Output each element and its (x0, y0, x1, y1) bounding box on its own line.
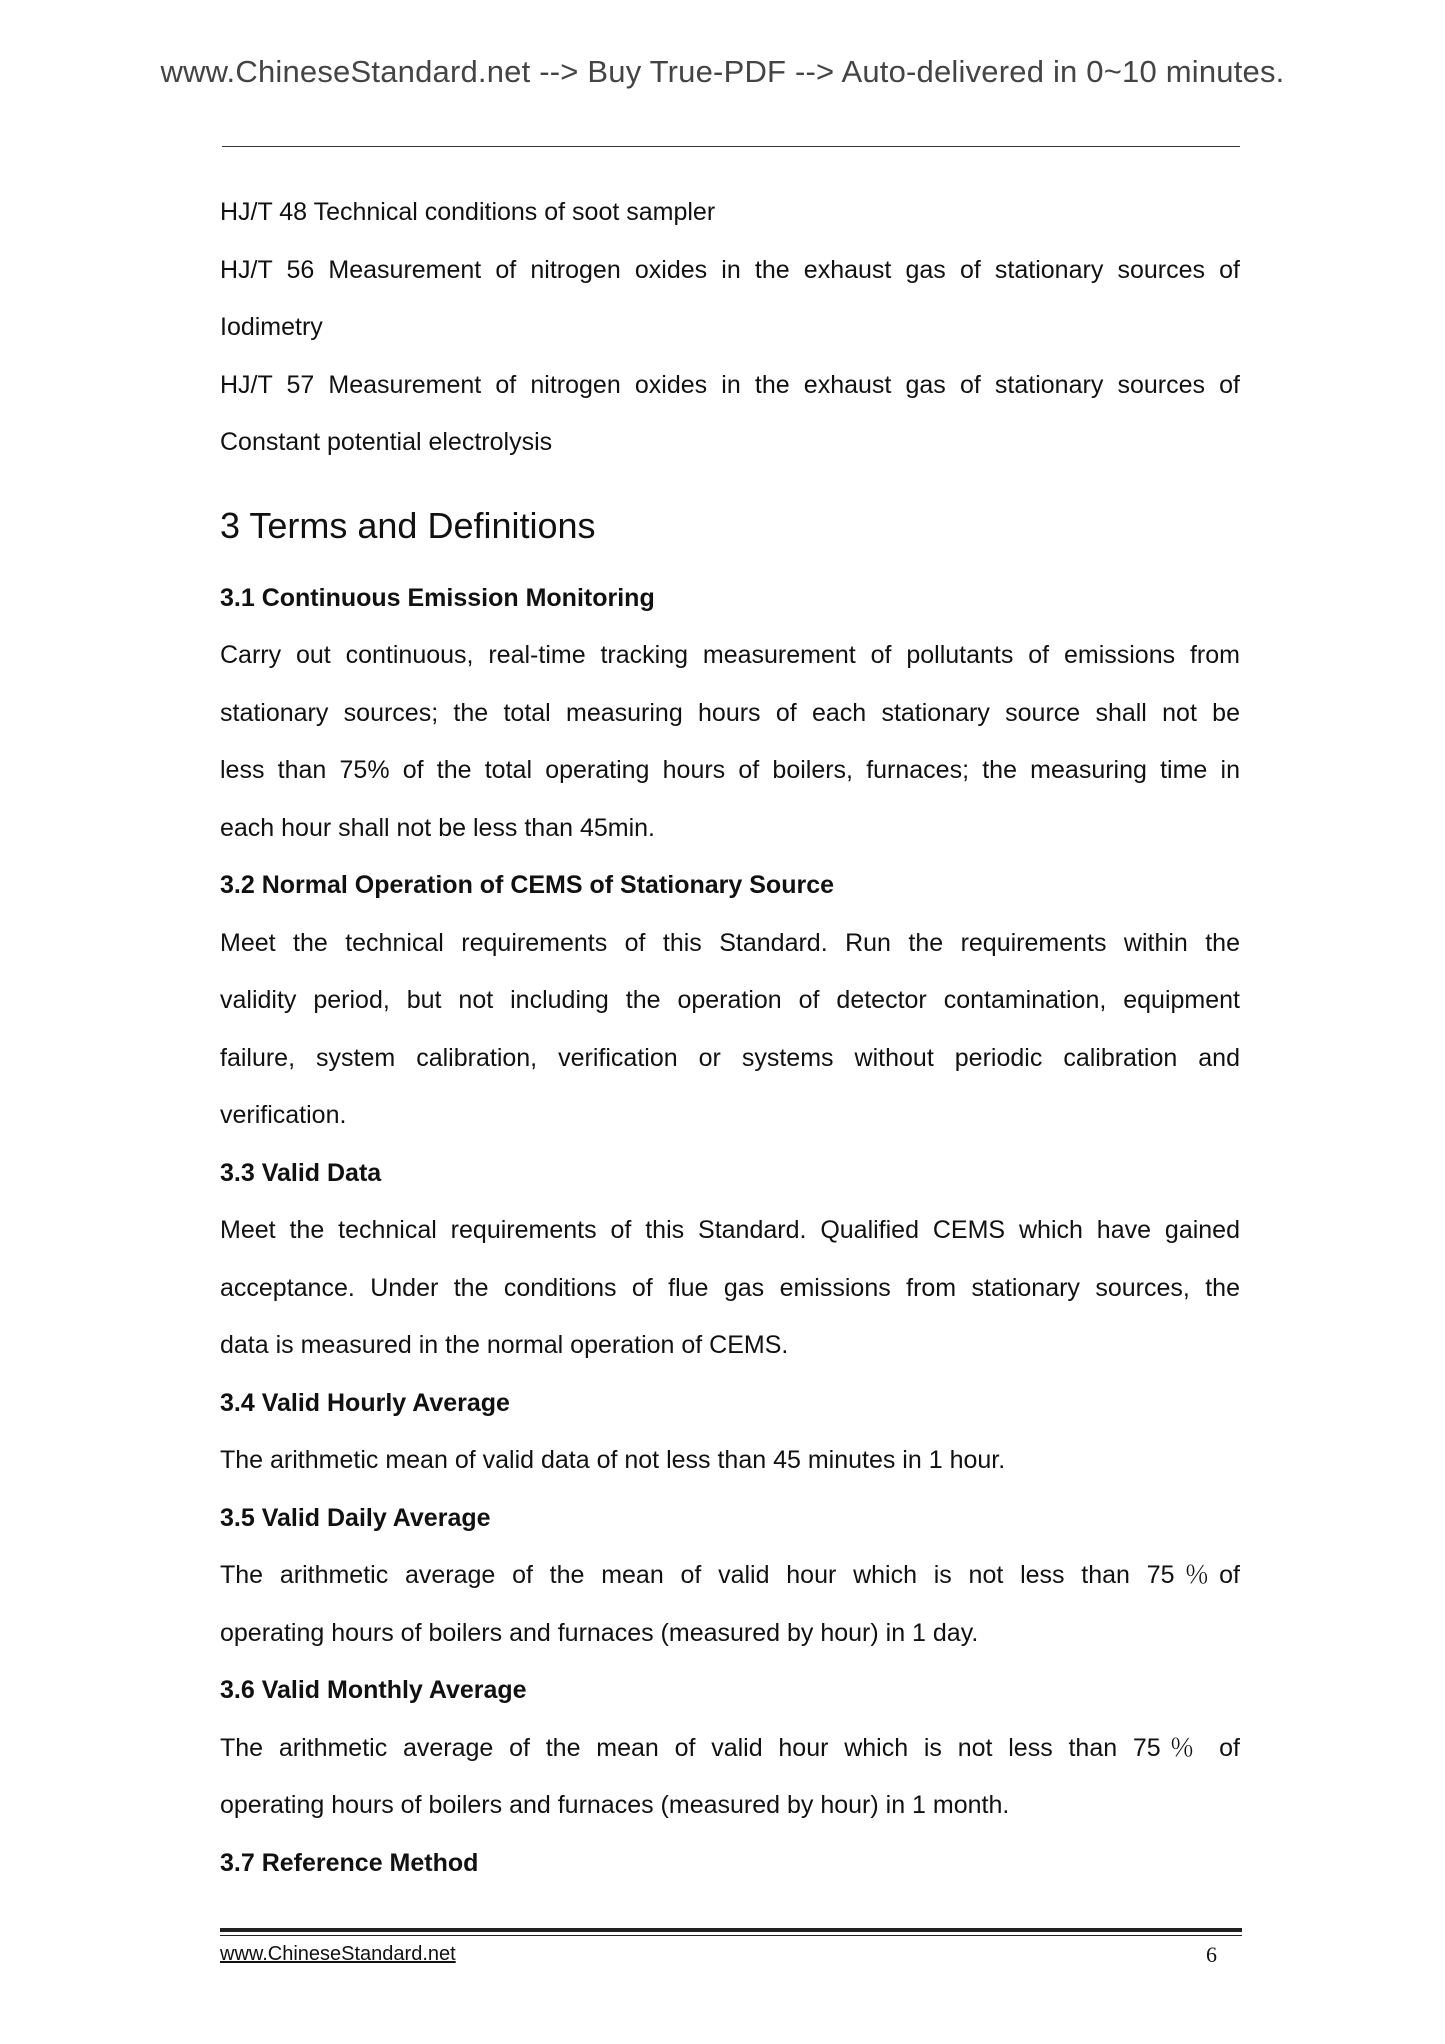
reference-line: HJ/T 56 Measurement of nitrogen oxides in the exhaust gas of stationary sources of (220, 255, 1240, 284)
document-body (220, 184, 1240, 1892)
term-heading: 3.6 Valid Monthly Average (220, 1676, 527, 1704)
term-text-line: The arithmetic average of the mean of valid hour which is not less than 75％of (220, 1561, 1240, 1589)
term-3-4 (220, 1375, 1240, 1490)
reference-line: HJ/T 48 Technical conditions of soot sampler (220, 198, 716, 226)
reference-line: HJ/T 57 Measurement of nitrogen oxides in the exhaust gas of stationary sources of (220, 370, 1240, 399)
term-text-line: stationary sources; the total measuring hours of each stationary source shall not be (220, 698, 1240, 727)
term-text-line: The arithmetic average of the mean of valid hour which is not less than 75％ of (220, 1733, 1240, 1762)
term-3-6 (220, 1662, 1240, 1835)
term-text-line: Carry out continuous, real-time tracking measurement of pollutants of emissions from (220, 641, 1240, 669)
term-text-line: The arithmetic mean of valid data of not less than 45 minutes in 1 hour. (220, 1446, 1006, 1474)
term-text-line: operating hours of boilers and furnaces (measured by hour) in 1 day. (220, 1618, 979, 1647)
reference-line: Iodimetry (220, 313, 323, 341)
term-3-5 (220, 1490, 1240, 1663)
term-heading: 3.4 Valid Hourly Average (220, 1388, 510, 1417)
header-divider (222, 146, 1240, 147)
term-heading: 3.2 Normal Operation of CEMS of Stationary Source (220, 871, 835, 899)
term-heading: 3.7 Reference Method (220, 1848, 479, 1877)
term-text-line: data is measured in the normal operation of CEMS. (220, 1331, 789, 1359)
footer-site-link[interactable]: www.ChineseStandard.net (220, 1943, 456, 1965)
term-heading: 3.3 Valid Data (220, 1158, 382, 1187)
term-3-2 (220, 857, 1240, 1145)
term-3-3 (220, 1145, 1240, 1375)
page-header-banner: www.ChineseStandard.net --> Buy True-PDF --> Auto-delivered in 0~10 minutes. (160, 54, 1285, 89)
term-text-line: Meet the technical requirements of this Standard. Qualified CEMS which have gained (220, 1216, 1240, 1244)
term-text-line: less than 75% of the total operating hours of boilers, furnaces; the measuring time in (220, 756, 1240, 784)
term-text-line: Meet the technical requirements of this Standard. Run the requirements within the (220, 928, 1240, 957)
term-text-line: failure, system calibration, verification or systems without periodic calibration and (220, 1043, 1240, 1072)
term-text-line: each hour shall not be less than 45min. (220, 813, 655, 842)
term-text-line: verification. (220, 1101, 347, 1129)
term-text-line: operating hours of boilers and furnaces (measured by hour) in 1 month. (220, 1791, 1010, 1819)
page-number: 6 (1206, 1942, 1217, 1967)
footer-divider-thick (220, 1928, 1242, 1932)
term-text-line: acceptance. Under the conditions of flue gas emissions from stationary sources, the (220, 1273, 1240, 1302)
section-title: 3 Terms and Definitions (220, 504, 596, 546)
term-3-1 (220, 570, 1240, 858)
term-heading: 3.1 Continuous Emission Monitoring (220, 583, 655, 612)
footer-divider-thin (220, 1935, 1242, 1936)
term-text-line: validity period, but not including the operation of detector contamination, equipment (220, 986, 1240, 1014)
reference-line: Constant potential electrolysis (220, 428, 553, 456)
term-heading: 3.5 Valid Daily Average (220, 1503, 491, 1532)
term-3-7 (220, 1835, 1240, 1893)
reference-list (220, 184, 1240, 472)
